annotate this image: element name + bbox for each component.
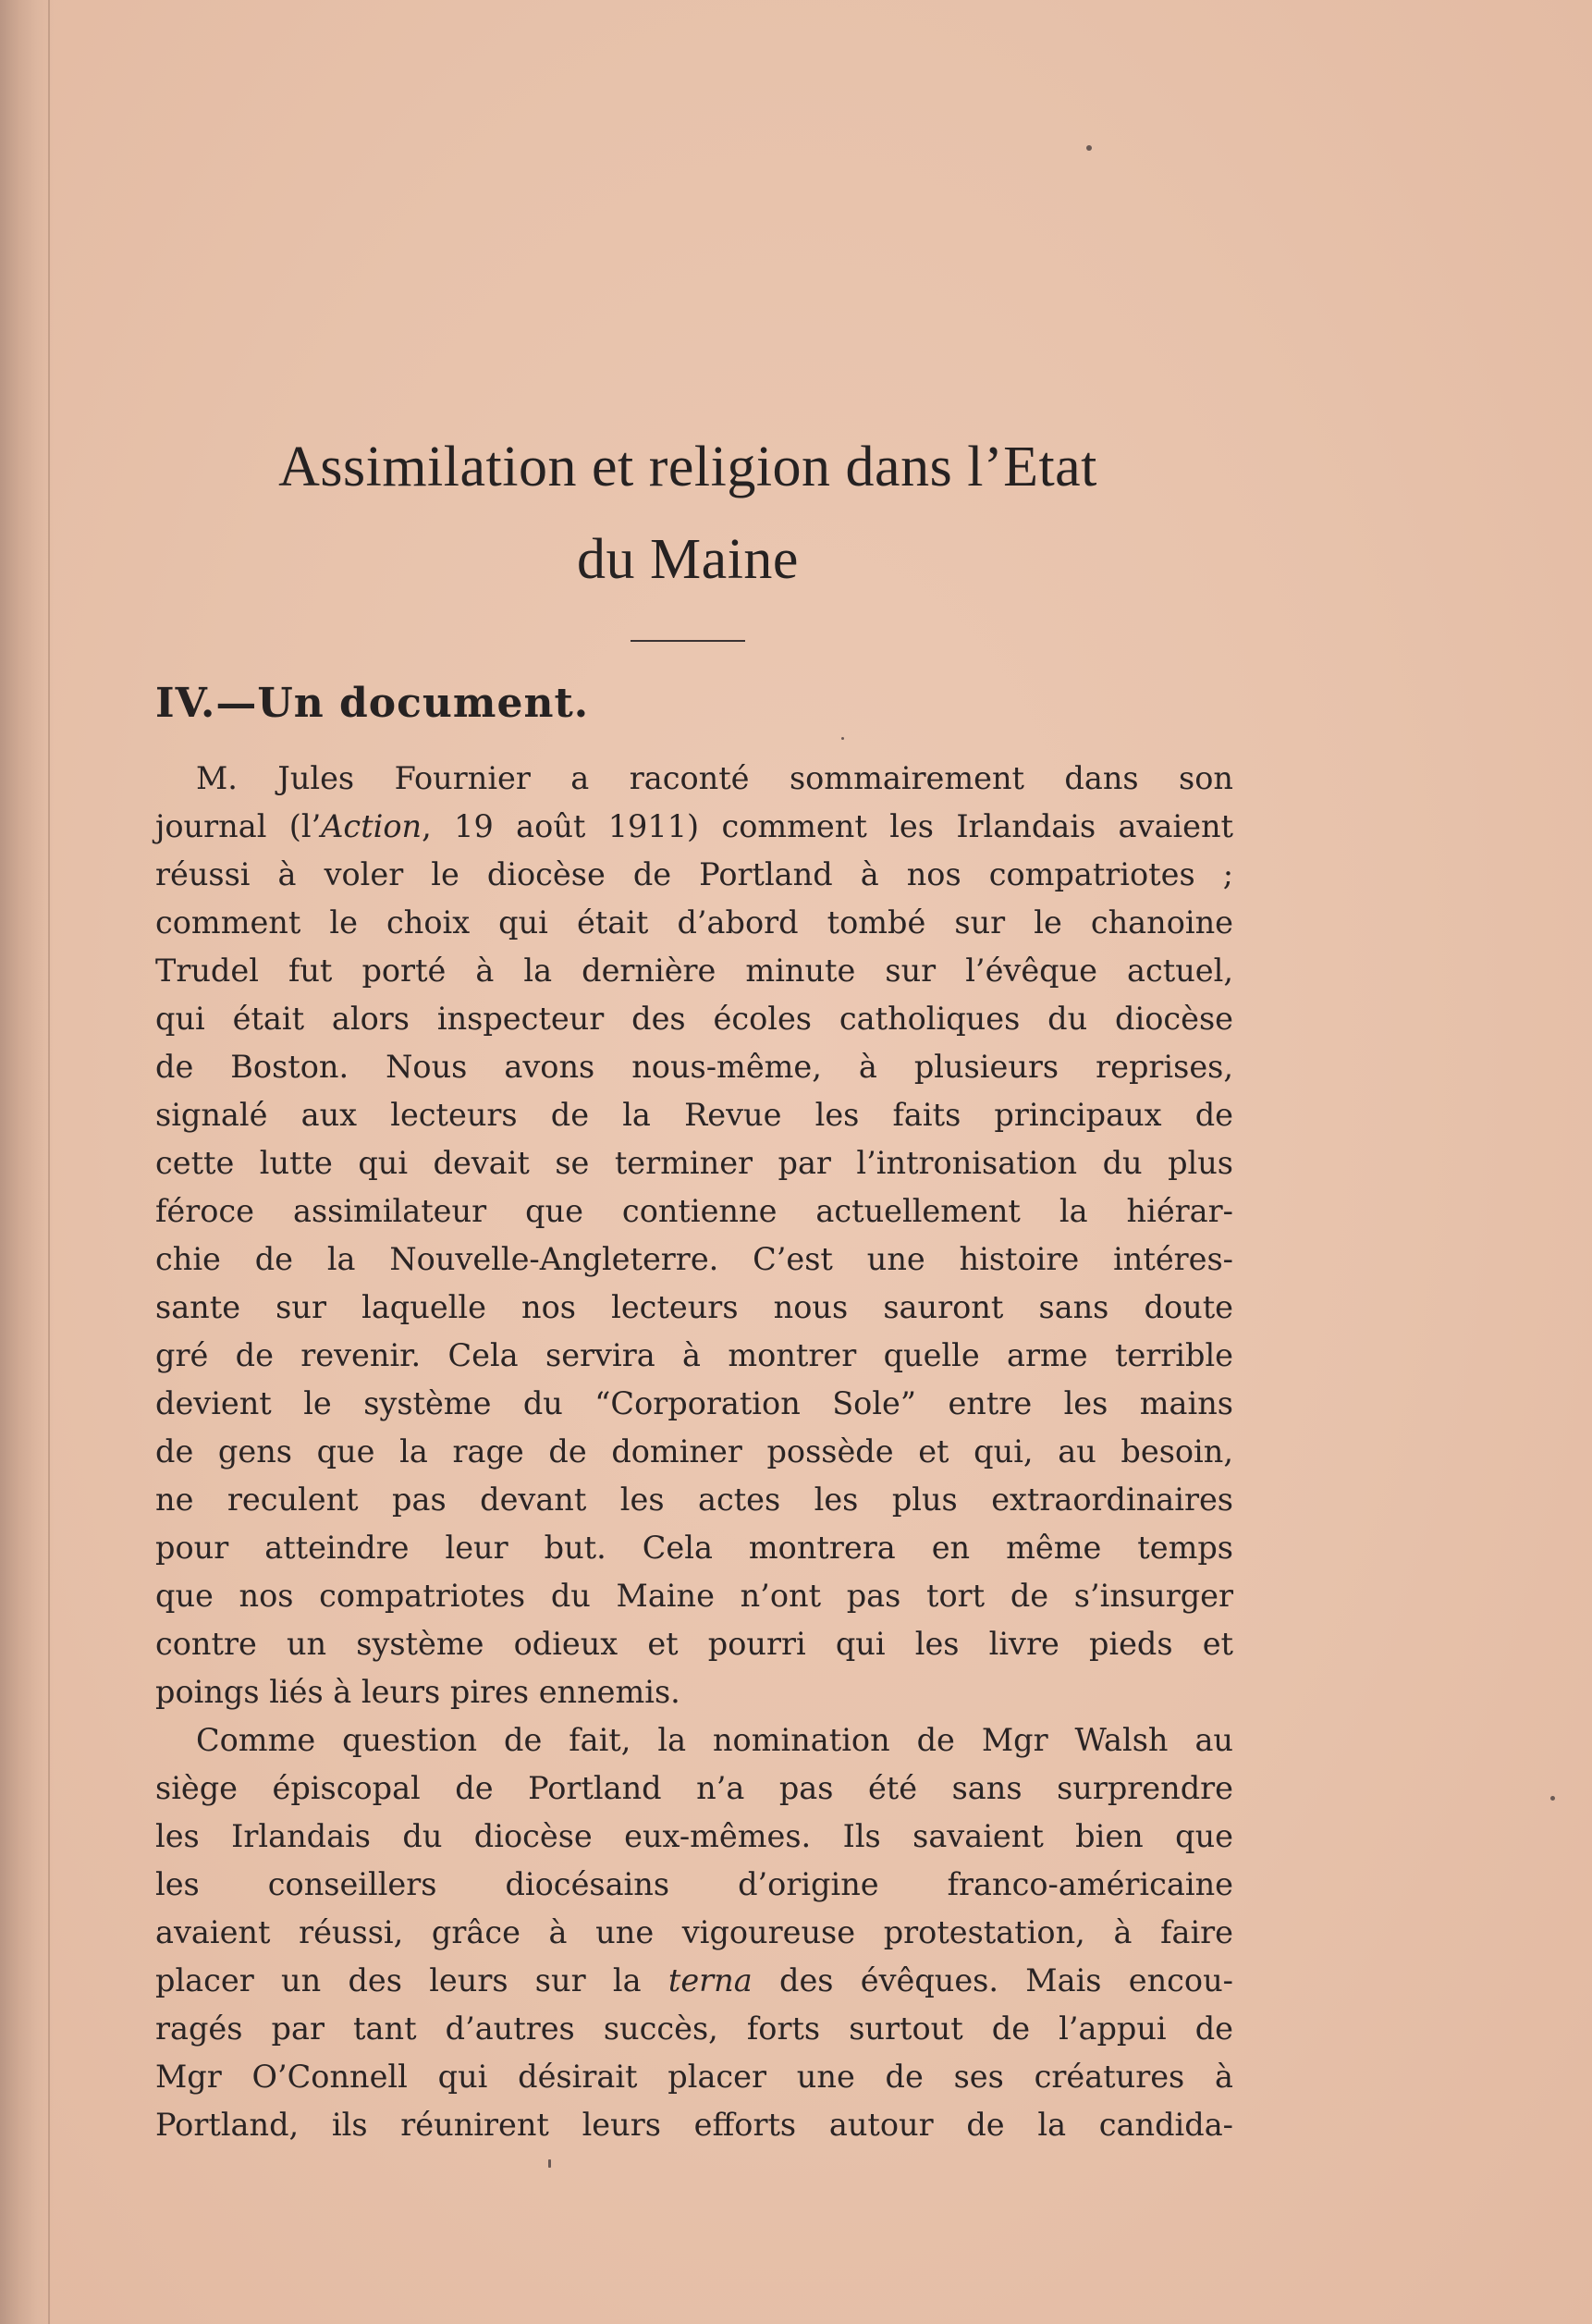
body-line: poings liés à leurs pires ennemis. (155, 1674, 680, 1710)
article-title-line-2: du Maine (577, 528, 799, 591)
body-line: contre un système odieux et pourri qui les livre pieds et (155, 1626, 1233, 1662)
body-line: ragés par tant d’autres succès, forts surtout de l’appui de (155, 2010, 1233, 2047)
body-line: devient le système du “Corporation Sole” entre les mains (155, 1385, 1233, 1421)
body-line: Comme question de fait, la nomination de Mgr Walsh au (196, 1722, 1233, 1758)
body-line: pour atteindre leur but. Cela montrera en même temps (155, 1530, 1233, 1566)
body-line: les conseillers diocésains d’origine franco-américaine (155, 1866, 1233, 1902)
body-line: sante sur laquelle nos lecteurs nous sauront sans doute (155, 1289, 1233, 1325)
body-line: Trudel fut porté à la dernière minute sur l’évêque actuel, (155, 953, 1233, 989)
italic-word: terna (667, 1962, 753, 1998)
body-line: de Boston. Nous avons nous-même, à plusieurs reprises, (155, 1049, 1233, 1085)
binding-edge (48, 0, 50, 2324)
body-line: qui était alors inspecteur des écoles catholiques du diocèse (155, 1001, 1233, 1037)
book-binding-shadow (0, 0, 54, 2324)
body-line: siège épiscopal de Portland n’a pas été sans surprendre (155, 1770, 1233, 1806)
body-line: les Irlandais du diocèse eux-mêmes. Ils savaient bien que (155, 1818, 1233, 1854)
body-line: gré de revenir. Cela servira à montrer quelle arme terrible (155, 1337, 1233, 1373)
body-line: réussi à voler le diocèse de Portland à nos compatriotes ; (155, 856, 1233, 892)
body-line: que nos compatriotes du Maine n’ont pas tort de s’insurger (155, 1578, 1233, 1614)
body-line: comment le choix qui était d’abord tombé sur le chanoine (155, 904, 1233, 941)
body-line: féroce assimilateur que contienne actuellement la hiérar- (155, 1193, 1233, 1229)
body-line: chie de la Nouvelle-Angleterre. C’est une histoire intéres- (155, 1241, 1233, 1277)
body-line: placer un des leurs sur la terna des évêques. Mais encou- (155, 1962, 1233, 1998)
article-title-line-1: Assimilation et religion dans l’Etat (278, 436, 1097, 498)
body-line: signalé aux lecteurs de la Revue les faits principaux de (155, 1097, 1233, 1133)
body-line: M. Jules Fournier a raconté sommairement dans son (196, 760, 1233, 796)
body-line: avaient réussi, grâce à une vigoureuse protestation, à faire (155, 1914, 1233, 1950)
italic-word: Action (321, 808, 422, 844)
section-heading: IV.—Un document. (155, 680, 590, 727)
title-divider (631, 640, 745, 642)
body-line: Mgr O’Connell qui désirait placer une de ses créatures à (155, 2059, 1233, 2095)
body-line: ne reculent pas devant les actes les plus extraordinaires (155, 1482, 1233, 1518)
body-line: journal (l’Action, 19 août 1911) comment les Irlandais avaient (155, 808, 1233, 844)
body-line: Portland, ils réunirent leurs efforts autour de la candida- (155, 2107, 1233, 2143)
body-line: cette lutte qui devait se terminer par l’intronisation du plus (155, 1145, 1233, 1181)
body-line: de gens que la rage de dominer possède et qui, au besoin, (155, 1433, 1233, 1469)
